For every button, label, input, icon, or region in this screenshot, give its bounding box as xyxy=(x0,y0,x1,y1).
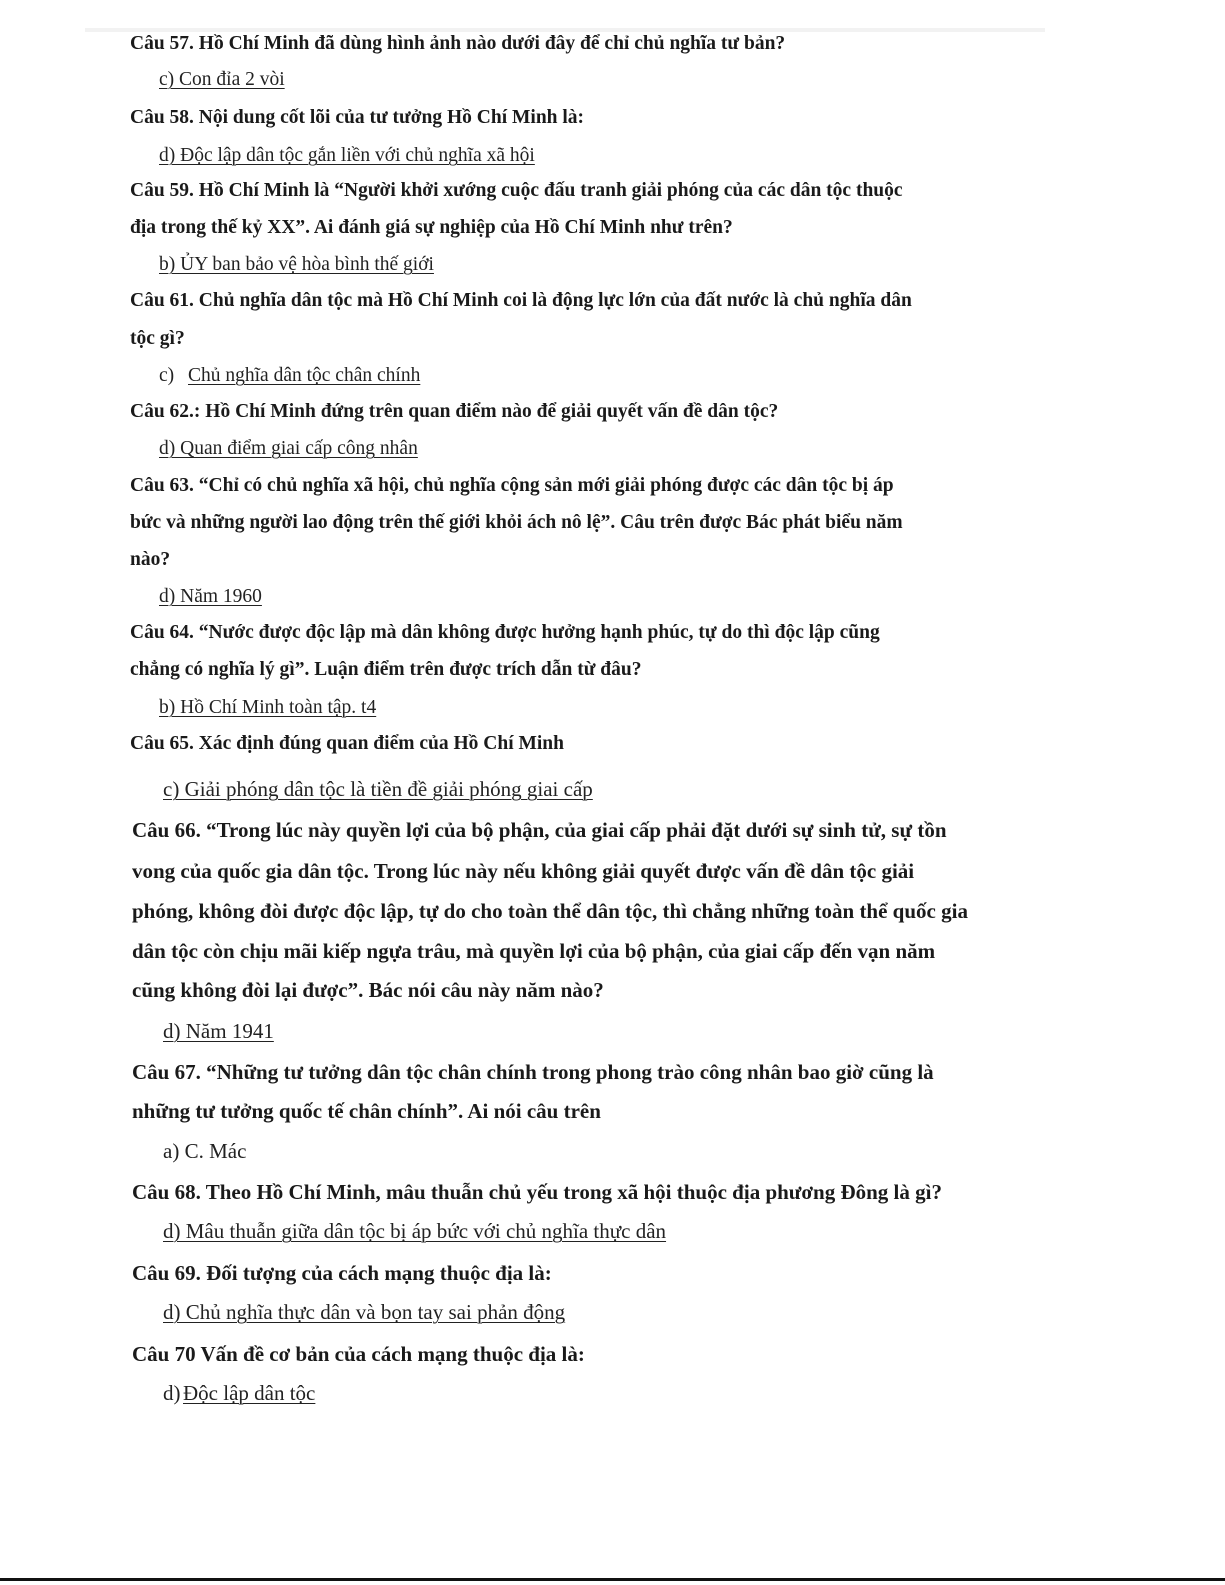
answer-57: c) Con đỉa 2 vòi xyxy=(159,69,285,90)
question-61-line-1: Câu 61. Chủ nghĩa dân tộc mà Hồ Chí Minh coi là động lực lớn của đất nước là chủ nghĩa dân xyxy=(130,290,912,311)
question-66-line-4: dân tộc còn chịu mãi kiếp ngựa trâu, mà quyền lợi của bộ phận, của giai cấp đến vạn năm xyxy=(132,939,936,963)
answer-68: d) Mâu thuẫn giữa dân tộc bị áp bức với chủ nghĩa thực dân xyxy=(163,1219,667,1243)
answer-62: d) Quan điểm giai cấp công nhân xyxy=(159,438,418,459)
question-66-line-2: vong của quốc gia dân tộc. Trong lúc này nếu không giải quyết được vấn đề dân tộc giải xyxy=(132,859,915,883)
question-62: Câu 62.: Hồ Chí Minh đứng trên quan điểm nào để giải quyết vấn đề dân tộc? xyxy=(130,401,779,422)
answer-61-prefix: c) xyxy=(159,365,175,386)
answer-70-prefix: d) xyxy=(163,1381,181,1405)
answer-67: a) C. Mác xyxy=(163,1139,247,1163)
answer-70: Độc lập dân tộc xyxy=(183,1381,316,1405)
answer-64: b) Hồ Chí Minh toàn tập. t4 xyxy=(159,697,377,718)
question-59-line-2: địa trong thế kỷ XX”. Ai đánh giá sự nghiệp của Hồ Chí Minh như trên? xyxy=(130,217,733,238)
answer-69: d) Chủ nghĩa thực dân và bọn tay sai phản động xyxy=(163,1300,566,1324)
question-66-line-5: cũng không đòi lại được”. Bác nói câu này năm nào? xyxy=(132,978,604,1002)
question-63-line-2: bức và những người lao động trên thế giới khỏi ách nô lệ”. Câu trên được Bác phát biểu năm xyxy=(130,512,903,533)
question-66-line-1: Câu 66. “Trong lúc này quyền lợi của bộ phận, của giai cấp phải đặt dưới sự sinh tử, sự tồn xyxy=(132,818,947,842)
page-bottom-edge xyxy=(0,1578,1225,1581)
question-70: Câu 70 Vấn đề cơ bản của cách mạng thuộc địa là: xyxy=(132,1342,585,1366)
question-58: Câu 58. Nội dung cốt lõi của tư tưởng Hồ Chí Minh là: xyxy=(130,107,585,128)
question-64-line-2: chẳng có nghĩa lý gì”. Luận điểm trên được trích dẫn từ đâu? xyxy=(130,659,642,680)
question-64-line-1: Câu 64. “Nước được độc lập mà dân không được hưởng hạnh phúc, tự do thì độc lập cũng xyxy=(130,622,880,643)
answer-58: d) Độc lập dân tộc gắn liền với chủ nghĩa xã hội xyxy=(159,145,535,166)
answer-65: c) Giải phóng dân tộc là tiền đề giải phóng giai cấp xyxy=(163,777,593,801)
question-59-line-1: Câu 59. Hồ Chí Minh là “Người khởi xướng cuộc đấu tranh giải phóng của các dân tộc thuộc xyxy=(130,180,903,201)
question-65: Câu 65. Xác định đúng quan điểm của Hồ Chí Minh xyxy=(130,733,564,754)
answer-61: Chủ nghĩa dân tộc chân chính xyxy=(188,365,421,386)
question-57: Câu 57. Hồ Chí Minh đã dùng hình ảnh nào dưới đây để chỉ chủ nghĩa tư bản? xyxy=(130,33,786,54)
question-68: Câu 68. Theo Hồ Chí Minh, mâu thuẫn chủ yếu trong xã hội thuộc địa phương Đông là gì? xyxy=(132,1180,942,1204)
question-63-line-3: nào? xyxy=(130,549,171,570)
question-67-line-2: những tư tưởng quốc tế chân chính”. Ai nói câu trên xyxy=(132,1099,601,1123)
answer-66: d) Năm 1941 xyxy=(163,1019,274,1043)
question-61-line-2: tộc gì? xyxy=(130,328,185,349)
question-63-line-1: Câu 63. “Chỉ có chủ nghĩa xã hội, chủ nghĩa cộng sản mới giải phóng được các dân tộc bị áp xyxy=(130,475,894,496)
answer-59: b) ỦY ban bảo vệ hòa bình thế giới xyxy=(159,254,434,275)
question-69: Câu 69. Đối tượng của cách mạng thuộc địa là: xyxy=(132,1261,552,1285)
question-66-line-3: phóng, không đòi được độc lập, tự do cho toàn thể dân tộc, thì chẳng những toàn thể quốc gia xyxy=(132,899,968,923)
answer-63: d) Năm 1960 xyxy=(159,586,262,607)
question-67-line-1: Câu 67. “Những tư tưởng dân tộc chân chính trong phong trào công nhân bao giờ cũng là xyxy=(132,1060,934,1084)
